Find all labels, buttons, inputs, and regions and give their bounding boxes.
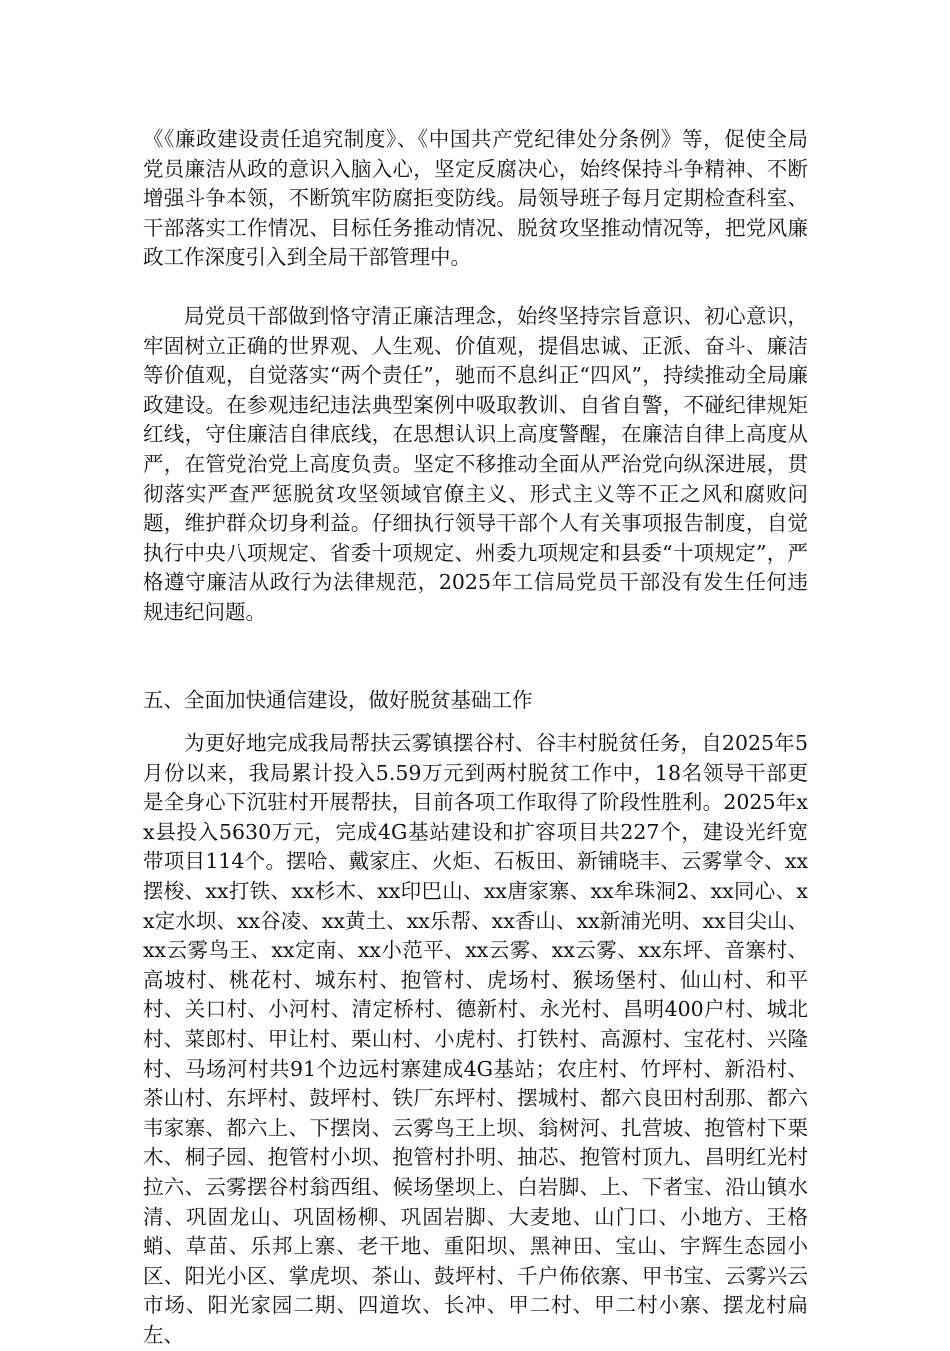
paragraph-discipline-education: 《《廉政建设责任追究制度》、《中国共产党纪律处分条例》等，促使全局党员廉洁从政的意识入脑入心，坚定反腐决心，始终保持斗争精神、不断增强斗争本领，不断筑牢防腐拒变防线。局领导班子每月定期检查科室、干部落实工作情况、目标任务推动情况、脱贫攻坚推动情况等，把党风廉政工作深度引入到全局干部管理中。 xyxy=(143,127,808,270)
section-heading: 五、全面加快通信建设，做好脱贫基础工作 xyxy=(143,687,533,712)
document-body xyxy=(143,125,808,1351)
paragraph-communication-construction: 为更好地完成我局帮扶云雾镇摆谷村、谷丰村脱贫任务，自2025年5月份以来，我局累计投入5.59万元到两村脱贫工作中，18名领导干部更是全身心下沉驻村开展帮扶，目前各项工作取得了阶段性胜利。2025年xx县投入5630万元，完成4G基站建设和扩容项目共227个，建设光纤宽带项目114个。摆哈、戴家庄、火炬、石板田、新铺晓丰、云雾掌令、xx摆梭、xx打铁、xx杉木、xx印巴山、xx唐家寨、xx牟珠洞2、xx同心、xx定水坝、xx谷凌、xx黄土、xx乐帮、xx香山、xx新浦光明、xx目尖山、xx云雾鸟王、xx定南、xx小范平、xx云雾、xx云雾、xx东坪、音寨村、高坡村、桃花村、城东村、抱管村、虎场村、猴场堡村、仙山村、和平村、关口村、小河村、清定桥村、德新村、永光村、昌明400户村、城北村、菜郎村、甲让村、栗山村、小虎村、打铁村、高源村、宝花村、兴隆村、马场河村共91个边远村寨建成4G基站；农庄村、竹坪村、新沿村、茶山村、东坪村、鼓坪村、铁厂东坪村、摆城村、都六良田村刮那、都六韦家寨、都六上、下摆岗、云雾鸟王上坝、翁树河、扎营坡、抱管村下栗木、桐子园、抱管村小坝、抱管村扑明、抽芯、抱管村顶九、昌明红光村拉六、云雾摆谷村翁西组、候场堡坝上、白岩脚、上、下者宝、沿山镇水清、巩固龙山、巩固杨柳、巩固岩脚、大麦地、山门口、小地方、王格蛸、草苗、乐邦上寨、老干地、重阳坝、黑神田、宝山、宇辉生态园小区、阳光小区、掌虎坝、茶山、鼓坪村、千户佈依寨、甲书宝、云雾兴云市场、阳光家园二期、四道坎、长冲、甲二村、甲二村小寨、摆龙村扁左、 xyxy=(143,731,808,1347)
paragraph-integrity-conduct: 局党员干部做到恪守清正廉洁理念，始终坚持宗旨意识、初心意识，牢固树立正确的世界观、人生观、价值观，提倡忠诚、正派、奋斗、廉洁等价值观，自觉落实“两个责任”，驰而不息纠正“四风”，持续推动全局廉政建设。在参观违纪违法典型案例中吸取教训、自省自警，不碰纪律规矩红线，守住廉洁自律底线，在思想认识上高度警醒，在廉洁自律上高度从严，在管党治党上高度负责。坚定不移推动全面从严治党向纵深进展，贯彻落实严查严惩脱贫攻坚领域官僚主义、形式主义等不正之风和腐败问题，维护群众切身利益。仔细执行领导干部个人有关事项报告制度，自觉执行中央八项规定、省委十项规定、州委九项规定和县委“十项规定”，严格遵守廉洁从政行为法律规范，2025年工信局党员干部没有发生任何违规违纪问题。 xyxy=(143,303,808,624)
